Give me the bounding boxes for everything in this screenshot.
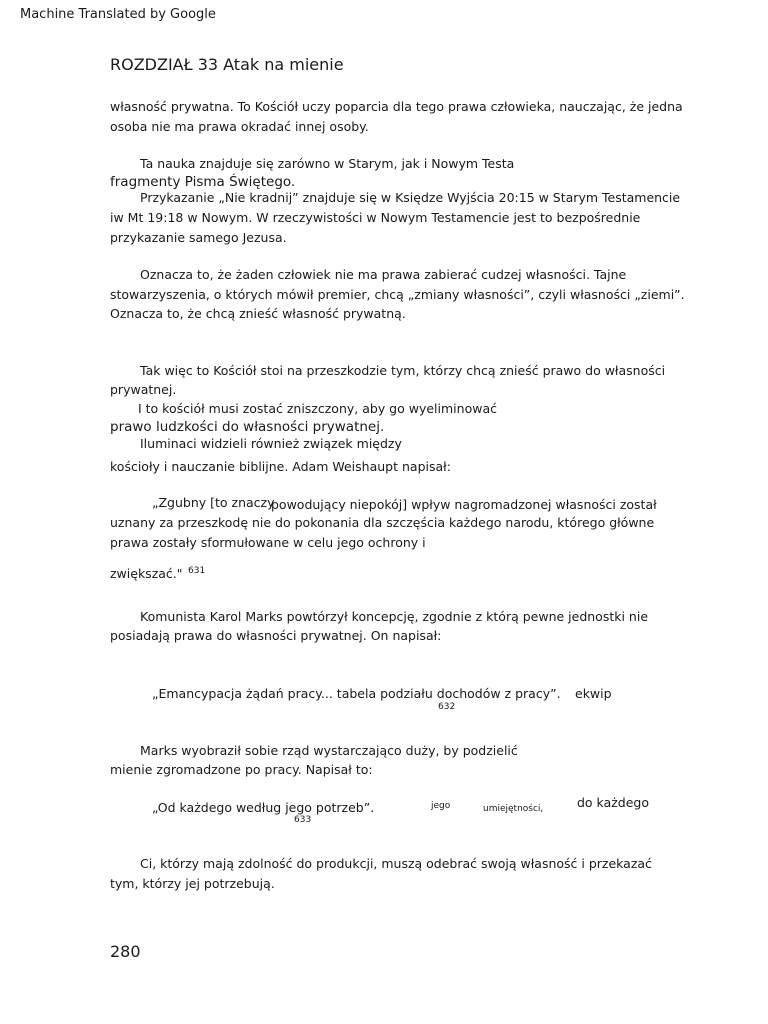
text-line: Ta nauka znajduje się zarówno w Starym, jak i Nowym Testa: [140, 156, 515, 171]
quote-line: uznany za przeszkodę nie do pokonania dla szczęścia każdego narodu, którego główne: [110, 515, 655, 530]
quote-line: prawa zostały sformułowane w celu jego ochrony i: [110, 535, 426, 550]
machine-translation-header: Machine Translated by Google: [20, 7, 216, 22]
quote-line: „Zgubny [to znaczy: [152, 495, 275, 510]
text-line: posiadają prawa do własności prywatnej. On napisał:: [110, 628, 442, 643]
quote-fragment: jego: [431, 801, 451, 811]
text-line: osoba nie ma prawa okradać innej osoby.: [110, 119, 369, 134]
text-line: Komunista Karol Marks powtórzył koncepcję, zgodnie z którą pewne jednostki nie: [140, 609, 649, 624]
footnote-ref: 632: [438, 702, 456, 712]
page-number: 280: [110, 942, 141, 961]
text-line: prywatnej.: [110, 382, 177, 397]
text-line: fragmenty Pisma Świętego.: [110, 174, 296, 190]
text-line: stowarzyszenia, o których mówił premier, chcą „zmiany własności”, czyli własności „ziemi”.: [110, 287, 685, 302]
quote-line: zwiększać.": [110, 566, 183, 581]
text-line: prawo ludzkości do własności prywatnej.: [110, 419, 385, 435]
text-line: kościoły i nauczanie biblijne. Adam Weishaupt napisał:: [110, 459, 451, 474]
text-line: Przykazanie „Nie kradnij” znajduje się w Księdze Wyjścia 20:15 w Starym Testamencie: [140, 190, 681, 205]
quote-line: ekwip: [575, 686, 612, 701]
quote-line: powodujący niepokój] wpływ nagromadzonej własności został: [271, 497, 657, 512]
text-line: Iluminaci widzieli również związek między: [140, 436, 402, 451]
text-line: iw Mt 19:18 w Nowym. W rzeczywistości w Nowym Testamencie jest to bezpośrednie: [110, 210, 641, 225]
text-line: tym, którzy jej potrzebują.: [110, 876, 275, 891]
quote-fragment: do każdego: [577, 795, 650, 810]
quote-line: „Od każdego według jego potrzeb”.: [152, 800, 375, 815]
text-line: własność prywatna. To Kościół uczy poparcia dla tego prawa człowieka, nauczając, że jedna: [110, 99, 683, 114]
chapter-title: ROZDZIAŁ 33 Atak na mienie: [110, 55, 344, 74]
text-line: Ci, którzy mają zdolność do produkcji, muszą odebrać swoją własność i przekazać: [140, 856, 652, 871]
text-line: I to kościół musi zostać zniszczony, aby go wyeliminować: [138, 401, 497, 416]
text-line: Tak więc to Kościół stoi na przeszkodzie tym, którzy chcą znieść prawo do własności: [140, 363, 666, 378]
text-line: mienie zgromadzone po pracy. Napisał to:: [110, 762, 373, 777]
quote-line: „Emancypacja żądań pracy... tabela podziału dochodów z pracy”.: [152, 686, 561, 701]
text-line: Oznacza to, że żaden człowiek nie ma prawa zabierać cudzej własności. Tajne: [140, 267, 627, 282]
text-line: Marks wyobraził sobie rząd wystarczająco duży, by podzielić: [140, 743, 518, 758]
quote-fragment: umiejętności,: [483, 804, 544, 814]
footnote-ref: 631: [188, 566, 206, 576]
footnote-ref: 633: [294, 815, 312, 825]
text-line: Oznacza to, że chcą znieść własność prywatną.: [110, 306, 406, 321]
text-line: przykazanie samego Jezusa.: [110, 230, 287, 245]
